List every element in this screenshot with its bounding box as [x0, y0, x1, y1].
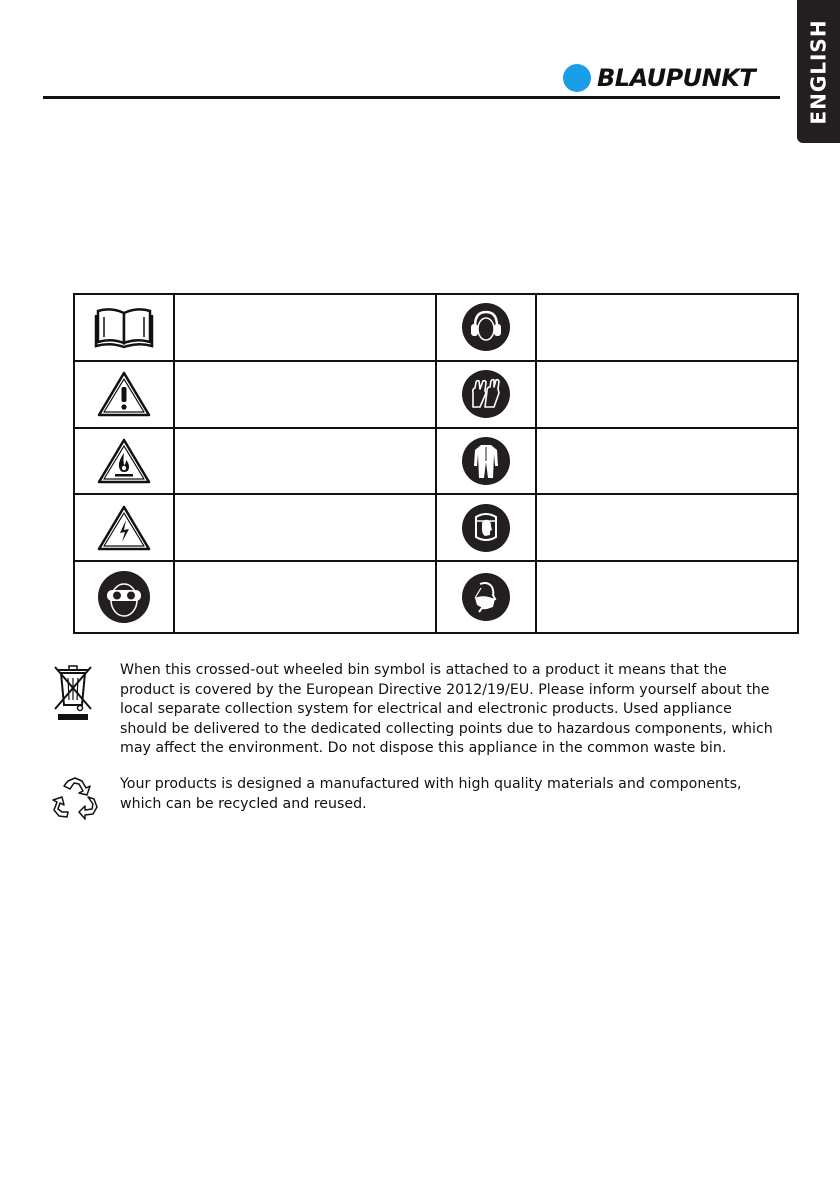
safety-symbols-table	[73, 293, 799, 634]
brand-dot-icon	[563, 64, 591, 92]
symbol-description	[174, 294, 436, 361]
brand-logo	[563, 64, 755, 92]
symbol-description	[174, 561, 436, 633]
weee-notice-text	[120, 661, 785, 759]
symbol-cell	[74, 294, 174, 361]
symbols-row	[74, 361, 798, 428]
symbol-cell	[436, 561, 536, 633]
text-line: should be delivered to the dedicated collecting points due to hazardous components, which	[120, 720, 773, 737]
symbols-row	[74, 561, 798, 633]
symbol-cell	[436, 428, 536, 495]
crossed-out-bin-icon	[50, 661, 96, 723]
gloves-icon	[461, 369, 511, 419]
symbol-cell	[74, 561, 174, 633]
text-line: product is covered by the European Directive 2012/19/EU. Please inform yourself about the	[120, 681, 770, 698]
warning-exclamation-icon	[96, 370, 152, 418]
recycle-notice	[50, 775, 790, 825]
symbol-description	[536, 428, 798, 495]
language-tab	[797, 0, 840, 143]
dust-mask-icon	[461, 572, 511, 622]
text-line: may affect the environment. Do not dispose this appliance in the common waste bin.	[120, 740, 727, 756]
safety-goggles-icon	[97, 570, 151, 624]
symbol-cell	[74, 494, 174, 561]
symbol-cell	[74, 428, 174, 495]
symbol-description	[536, 561, 798, 633]
symbol-cell	[436, 294, 536, 361]
symbol-description	[536, 361, 798, 428]
symbol-description	[174, 428, 436, 495]
text-line: local separate collection system for electrical and electronic products. Used appliance	[120, 701, 732, 717]
text-line: which can be recycled and reused.	[120, 795, 367, 812]
header-rule	[43, 96, 780, 99]
symbol-description	[174, 494, 436, 561]
symbol-cell	[436, 361, 536, 428]
ear-protection-icon	[461, 302, 511, 352]
symbol-description	[536, 294, 798, 361]
face-shield-icon	[461, 503, 511, 553]
recycle-icon	[50, 775, 100, 821]
language-tab-label: ENGLISH	[806, 18, 831, 125]
read-manual-icon	[94, 305, 154, 349]
brand-name: BLAUPUNKT	[597, 64, 756, 92]
electric-shock-icon	[96, 504, 152, 552]
symbols-row	[74, 294, 798, 361]
recycle-icon-cell	[50, 775, 120, 825]
symbol-cell	[74, 361, 174, 428]
fire-hazard-icon	[96, 437, 152, 485]
weee-notice	[50, 661, 790, 759]
text-line: Your products is designed a manufactured with high quality materials and components,	[120, 776, 742, 792]
symbol-description	[174, 361, 436, 428]
recycle-notice-text	[120, 775, 785, 825]
protective-suit-icon	[461, 436, 511, 486]
text-line: When this crossed-out wheeled bin symbol is attached to a product it means that the	[120, 662, 727, 678]
symbols-row	[74, 494, 798, 561]
symbols-row	[74, 428, 798, 495]
symbol-cell	[436, 494, 536, 561]
symbol-description	[536, 494, 798, 561]
weee-icon-cell	[50, 661, 120, 759]
